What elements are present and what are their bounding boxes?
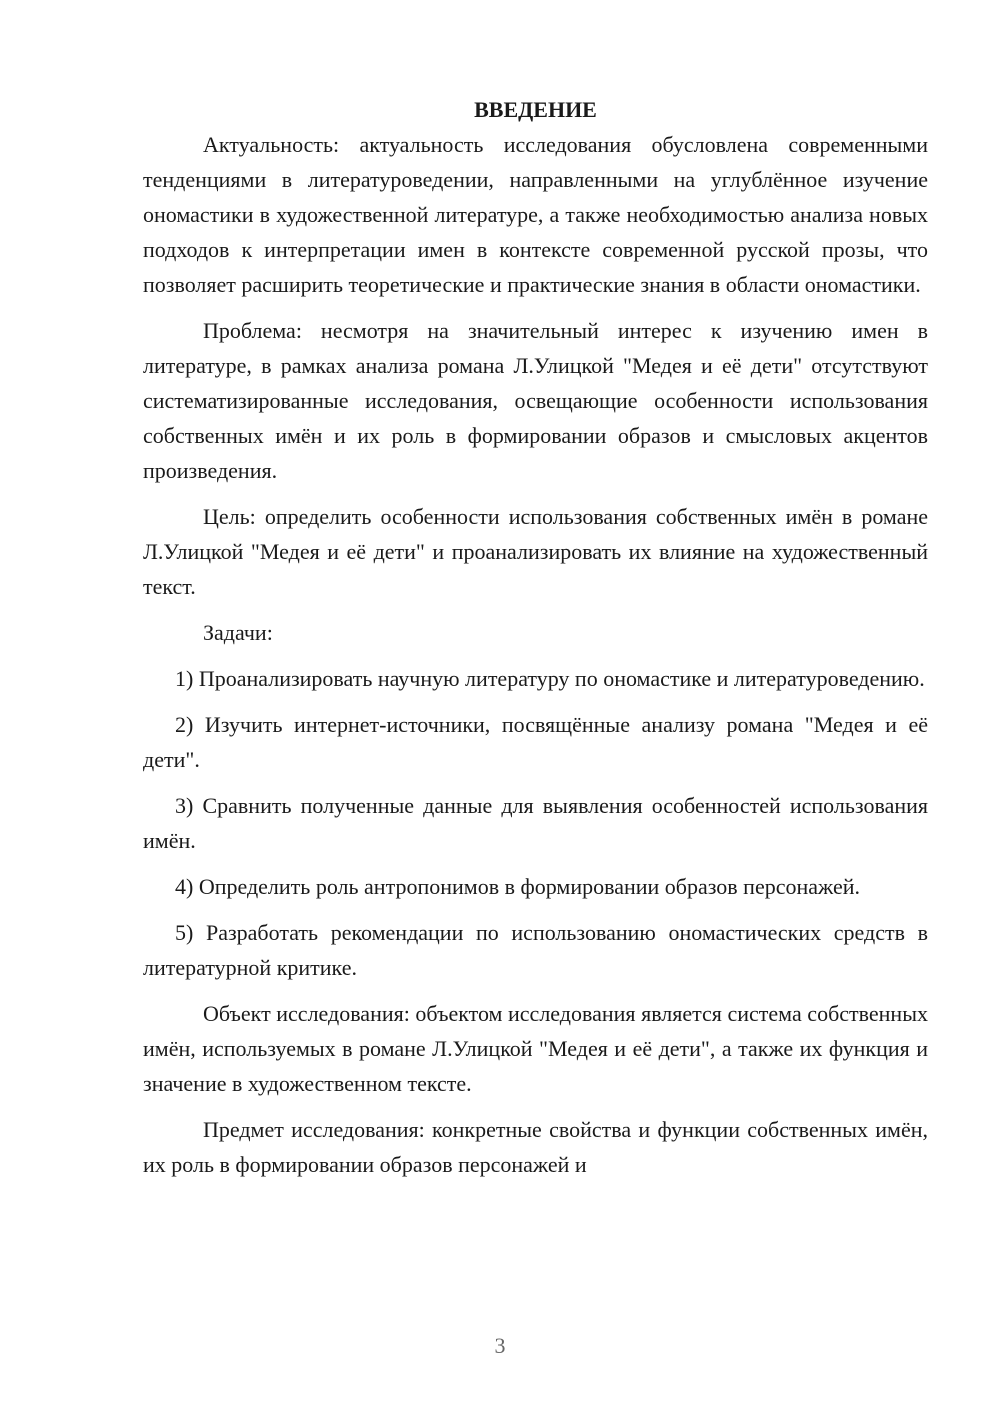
task-item-2: 2) Изучить интернет-источники, посвящённые анализу романа "Медея и её дети".: [143, 712, 928, 772]
task-item-4: 4) Определить роль антропонимов в формировании образов персонажей.: [175, 874, 860, 899]
problem-paragraph: Проблема: несмотря на значительный интерес к изучению имен в литературе, в рамках анализа романа Л.Улицкой "Медея и её дети" отсутствуют систематизированные исследования, освещающие особенности использования собственных имён и их роль в формировании образов и смысловых акцентов произведения.: [143, 318, 928, 483]
page-number: 3: [494, 1333, 506, 1358]
object-paragraph: Объект исследования: объектом исследования является система собственных имён, используемых в романе Л.Улицкой "Медея и её дети", а также их функция и значение в художественном тексте.: [143, 1001, 928, 1096]
tasks-heading: Задачи:: [203, 620, 273, 645]
document-page: [143, 95, 928, 1193]
task-item-3: 3) Сравнить полученные данные для выявления особенностей использования имён.: [143, 793, 928, 853]
goal-paragraph: Цель: определить особенности использования собственных имён в романе Л.Улицкой "Медея и её дети" и проанализировать их влияние на художественный текст.: [143, 504, 928, 599]
task-item-1: 1) Проанализировать научную литературу по ономастике и литературоведению.: [175, 666, 925, 691]
relevance-paragraph: Актуальность: актуальность исследования обусловлена современными тенденциями в литературоведении, направленными на углублённое изучение ономастики в художественной литературе, а также необходимостью анализа новых подходов к интерпретации имен в контексте современной русской прозы, что позволяет расширить теоретические и практические знания в области ономастики.: [143, 132, 928, 297]
task-item-5: 5) Разработать рекомендации по использованию ономастических средств в литературной критике.: [143, 920, 928, 980]
subject-paragraph: Предмет исследования: конкретные свойства и функции собственных имён, их роль в формировании образов персонажей и: [143, 1117, 928, 1177]
section-title: ВВЕДЕНИЕ: [474, 97, 597, 122]
